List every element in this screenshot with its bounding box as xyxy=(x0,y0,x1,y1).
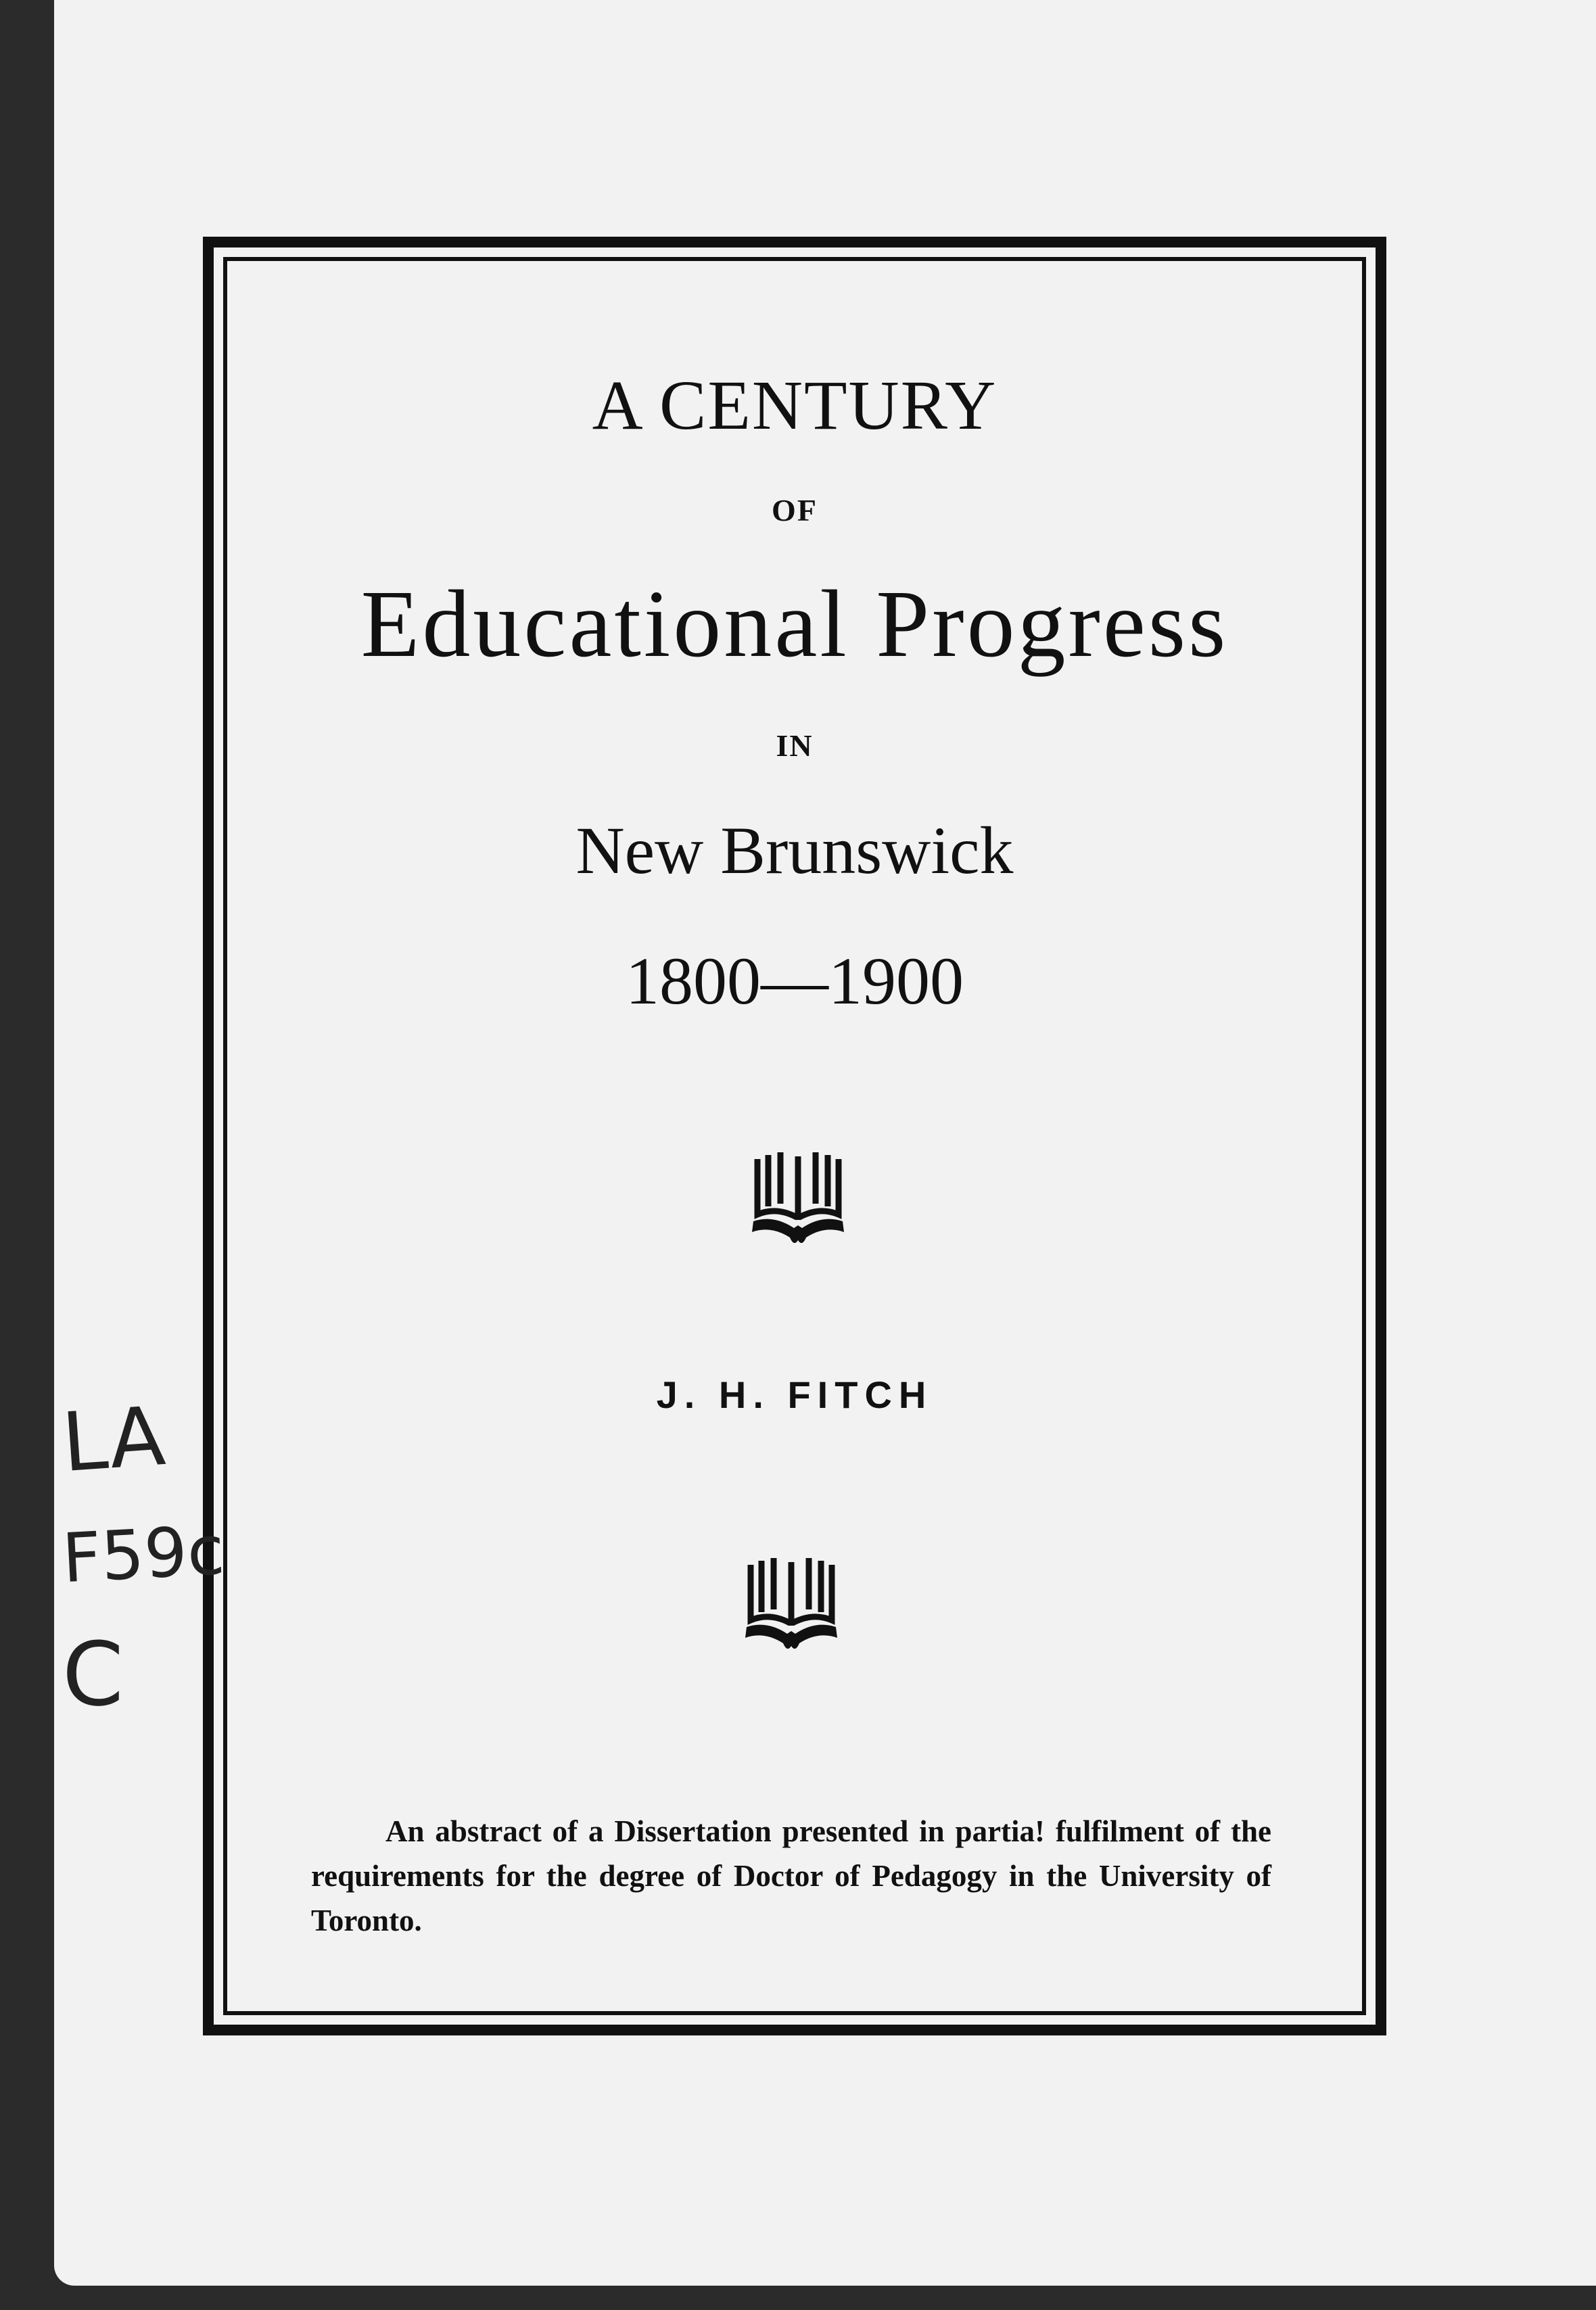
call-number-line-1: LA xyxy=(59,1389,168,1491)
call-number-line-3: C xyxy=(62,1623,124,1726)
title-line-years: 1800—1900 xyxy=(626,943,964,1018)
title-line-educational-progress: Educational Progress xyxy=(360,570,1229,677)
title-line-new-brunswick: New Brunswick xyxy=(576,813,1014,888)
open-book-ornament-icon xyxy=(749,1150,847,1250)
abstract-paragraph: An abstract of a Dissertation presented in partia! fulfilment of the requirements for the degree of Doctor of Pedagogy in the University of Toronto. xyxy=(311,1814,1271,1937)
open-book-ornament-icon xyxy=(743,1555,840,1655)
call-number-line-2: F59c xyxy=(60,1510,227,1599)
author-name: J. H. FITCH xyxy=(656,1373,933,1416)
title-line-century: A CENTURY xyxy=(592,367,998,444)
title-line-in: IN xyxy=(776,728,814,763)
title-line-of: OF xyxy=(772,493,818,527)
